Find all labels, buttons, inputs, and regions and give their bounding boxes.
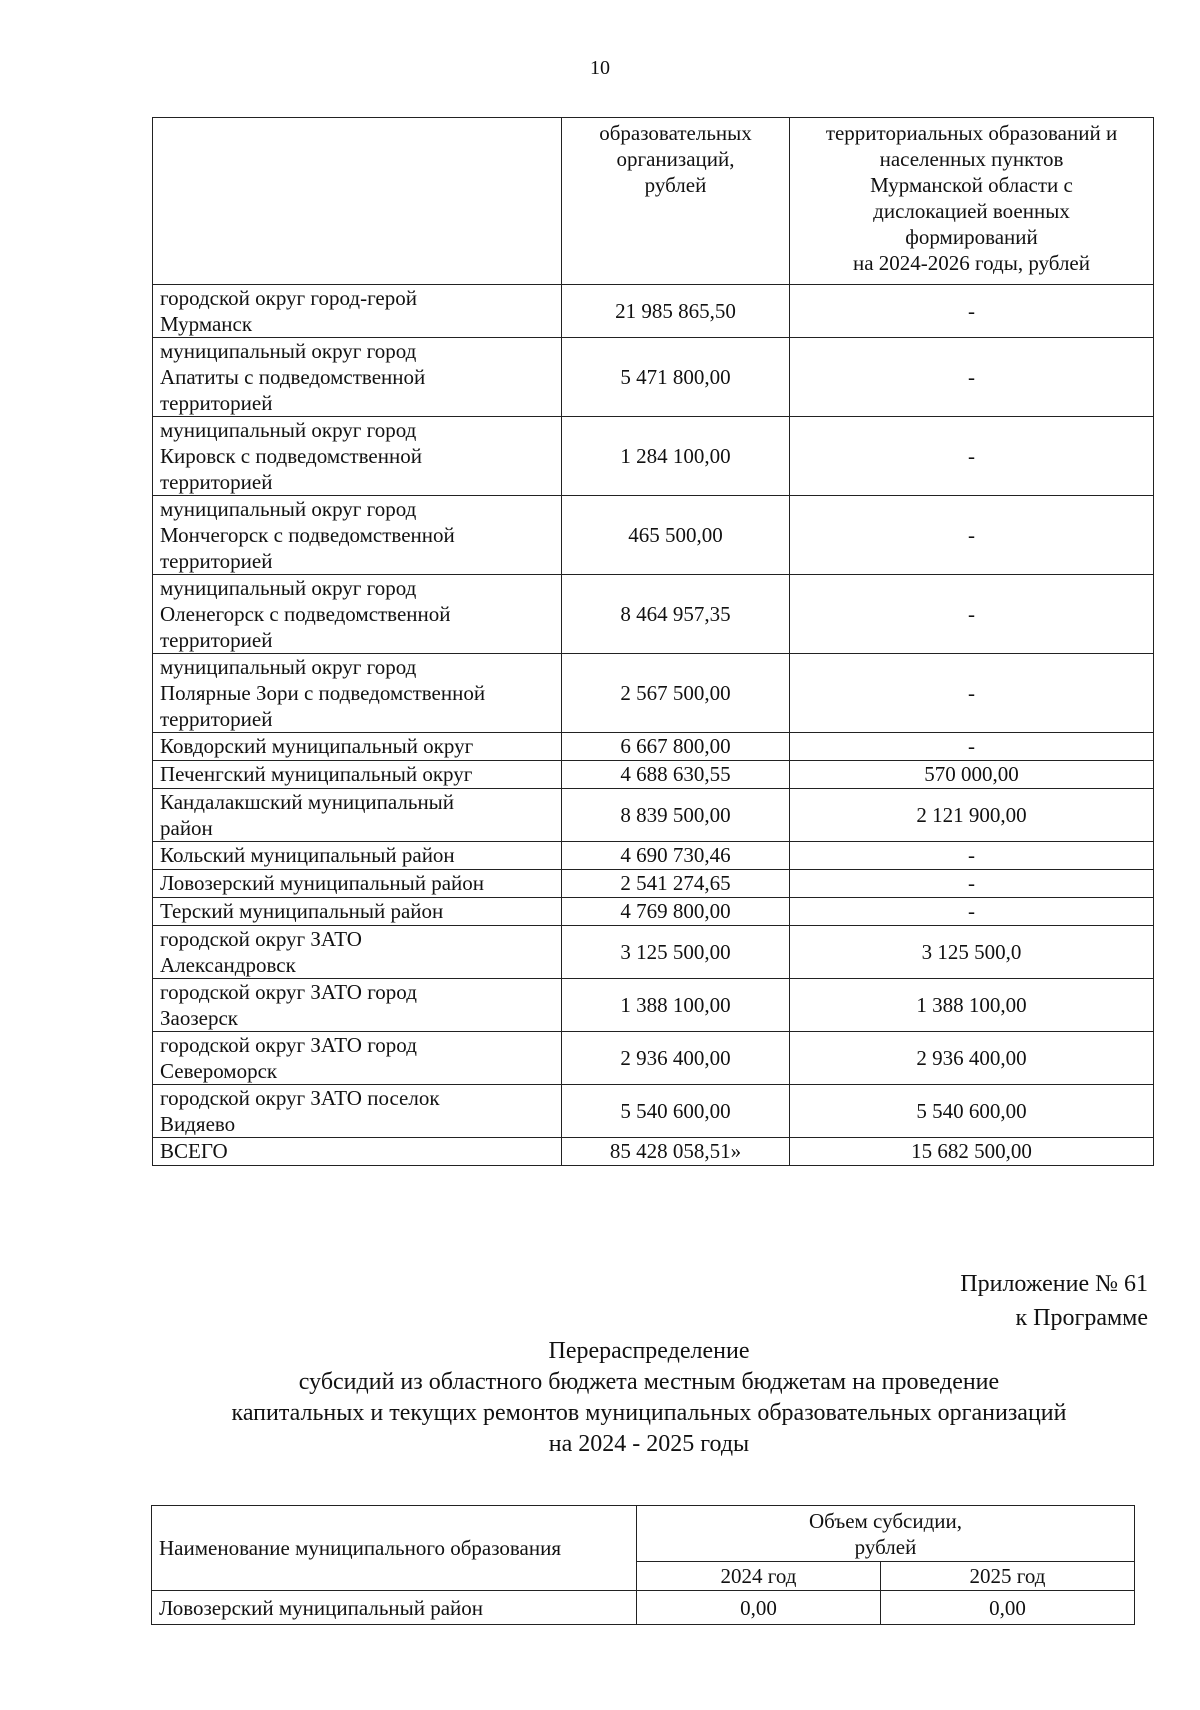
municipality-name: [153, 842, 562, 870]
table-row: [153, 496, 1154, 575]
header-municipality-name: Наименование муниципального образования: [152, 1506, 637, 1591]
table-row: [153, 1032, 1154, 1085]
municipality-name: [153, 285, 562, 338]
table-row: [153, 842, 1154, 870]
municipality-name-line: Североморск: [160, 1059, 278, 1083]
municipality-name-line: Заозерск: [160, 1006, 238, 1030]
header-territorial-units-line: на 2024-2026 годы, рублей: [853, 251, 1090, 275]
territorial-units-value: -: [790, 870, 1154, 898]
municipality-name-line: Кандалакшский муниципальный: [160, 790, 455, 814]
education-orgs-value: 8 839 500,00: [562, 789, 790, 842]
header-subsidy-volume-line1: Объем субсидии,: [809, 1508, 962, 1533]
municipality-name-line: Оленегорск с подведомственной: [160, 602, 451, 626]
municipality-name-line: Мурманск: [160, 312, 253, 336]
municipality-name-line: Терский муниципальный район: [160, 899, 444, 923]
header-empty-cell: [153, 118, 562, 285]
education-orgs-value: 4 690 730,46: [562, 842, 790, 870]
municipality-name-line: территорией: [160, 628, 273, 652]
header-education-orgs-line: рублей: [644, 173, 707, 197]
municipality-name-line: ВСЕГО: [160, 1139, 228, 1163]
municipality-name: [153, 1032, 562, 1085]
education-orgs-value: 1 388 100,00: [562, 979, 790, 1032]
education-orgs-value: 1 284 100,00: [562, 417, 790, 496]
appendix-label: [960, 1267, 1148, 1335]
municipality-name-line: городской округ город-герой: [160, 286, 417, 310]
territorial-units-value: -: [790, 338, 1154, 417]
municipality-name-line: Кольский муниципальный район: [160, 843, 455, 867]
subsidy-table: [152, 117, 1154, 1166]
table-row: [152, 1591, 1135, 1625]
territorial-units-value: -: [790, 733, 1154, 761]
education-orgs-value: 85 428 058,51»: [562, 1138, 790, 1166]
table-row: [153, 733, 1154, 761]
municipality-name-line: Ловозерский муниципальный район: [160, 871, 485, 895]
header-subsidy-volume-line2: рублей: [854, 1534, 917, 1559]
municipality-name-line: Видяево: [160, 1112, 236, 1136]
table-row: [153, 285, 1154, 338]
municipality-name-line: территорией: [160, 707, 273, 731]
header-territorial-units-line: населенных пунктов: [879, 147, 1064, 171]
redistribution-table: [151, 1505, 1135, 1625]
municipality-name-line: городской округ ЗАТО: [160, 927, 362, 951]
municipality-name: [153, 417, 562, 496]
municipality-name-line: территорией: [160, 549, 273, 573]
table-row: [153, 870, 1154, 898]
municipality-name: [153, 870, 562, 898]
municipality-name-line: муниципальный округ город: [160, 655, 417, 679]
education-orgs-value: 4 769 800,00: [562, 898, 790, 926]
education-orgs-value: 4 688 630,55: [562, 761, 790, 789]
municipality-name-line: муниципальный округ город: [160, 497, 417, 521]
education-orgs-value: 5 471 800,00: [562, 338, 790, 417]
header-territorial-units-line: формирований: [905, 225, 1038, 249]
municipality-name: [153, 761, 562, 789]
education-orgs-value: 2 936 400,00: [562, 1032, 790, 1085]
territorial-units-value: -: [790, 496, 1154, 575]
header-territorial-units-line: дислокацией военных: [873, 199, 1070, 223]
territorial-units-value: 2 936 400,00: [790, 1032, 1154, 1085]
municipality-name: [153, 654, 562, 733]
municipality-name-line: Полярные Зори с подведомственной: [160, 681, 486, 705]
territorial-units-value: -: [790, 842, 1154, 870]
title-line-3: капитальных и текущих ремонтов муниципальных образовательных организаций: [231, 1400, 1067, 1426]
table-row: [153, 417, 1154, 496]
municipality-name-line: Кировск с подведомственной: [160, 444, 422, 468]
municipality-name-line: городской округ ЗАТО поселок: [160, 1086, 440, 1110]
territorial-units-value: -: [790, 898, 1154, 926]
header-education-orgs-line: образовательных: [599, 121, 752, 145]
municipality-name: [153, 926, 562, 979]
education-orgs-value: 6 667 800,00: [562, 733, 790, 761]
table-header-row: [153, 118, 1154, 285]
territorial-units-value: 5 540 600,00: [790, 1085, 1154, 1138]
header-year-2024: 2024 год: [637, 1562, 881, 1591]
municipality-name-line: район: [160, 816, 213, 840]
education-orgs-value: 2 567 500,00: [562, 654, 790, 733]
municipality-name-line: городской округ ЗАТО город: [160, 980, 417, 1004]
territorial-units-value: -: [790, 654, 1154, 733]
territorial-units-value: 3 125 500,0: [790, 926, 1154, 979]
header-education-orgs-line: организаций,: [616, 147, 735, 171]
header-territorial-units-line: территориальных образований и: [825, 121, 1118, 145]
header-education-orgs: [562, 118, 790, 285]
territorial-units-value: 15 682 500,00: [790, 1138, 1154, 1166]
municipality-name: [153, 789, 562, 842]
territorial-units-value: -: [790, 417, 1154, 496]
municipality-name-line: муниципальный округ город: [160, 418, 417, 442]
table-row: [153, 1085, 1154, 1138]
territorial-units-value: 1 388 100,00: [790, 979, 1154, 1032]
municipality-name: [153, 733, 562, 761]
title-line-4: на 2024 - 2025 годы: [548, 1431, 750, 1457]
municipality-name: [153, 1085, 562, 1138]
municipality-name-line: Ковдорский муниципальный округ: [160, 734, 474, 758]
table-row: [153, 654, 1154, 733]
municipality-name: [153, 979, 562, 1032]
row-name: Ловозерский муниципальный район: [152, 1591, 637, 1625]
document-title: [150, 1336, 1148, 1460]
table-row: [153, 789, 1154, 842]
table-row: [153, 761, 1154, 789]
territorial-units-value: 2 121 900,00: [790, 789, 1154, 842]
municipality-name-line: Мончегорск с подведомственной: [160, 523, 455, 547]
education-orgs-value: 21 985 865,50: [562, 285, 790, 338]
municipality-name: [153, 575, 562, 654]
municipality-name-line: городской округ ЗАТО город: [160, 1033, 417, 1057]
municipality-name: [153, 338, 562, 417]
appendix-program: к Программе: [1015, 1305, 1148, 1331]
education-orgs-value: 2 541 274,65: [562, 870, 790, 898]
header-territorial-units-line: Мурманской области с: [870, 173, 1073, 197]
territorial-units-value: -: [790, 575, 1154, 654]
municipality-name-line: территорией: [160, 470, 273, 494]
title-line-2: субсидий из областного бюджета местным бюджетам на проведение: [298, 1369, 1000, 1395]
municipality-name: [153, 898, 562, 926]
municipality-name-line: Апатиты с подведомственной: [160, 365, 426, 389]
territorial-units-value: 570 000,00: [790, 761, 1154, 789]
header-year-2025: 2025 год: [881, 1562, 1135, 1591]
table2-header-row: [152, 1506, 1135, 1562]
municipality-name: [153, 1138, 562, 1166]
table-row: [153, 979, 1154, 1032]
municipality-name: [153, 496, 562, 575]
header-subsidy-volume: [637, 1506, 1135, 1562]
territorial-units-value: -: [790, 285, 1154, 338]
row-value-2024: 0,00: [637, 1591, 881, 1625]
header-territorial-units: [790, 118, 1154, 285]
row-value-2025: 0,00: [881, 1591, 1135, 1625]
table-row: [153, 898, 1154, 926]
education-orgs-value: 5 540 600,00: [562, 1085, 790, 1138]
municipality-name-line: муниципальный округ город: [160, 576, 417, 600]
appendix-number: Приложение № 61: [960, 1271, 1148, 1297]
table-row: [153, 926, 1154, 979]
municipality-name-line: Печенгский муниципальный округ: [160, 762, 473, 786]
table-row: [153, 1138, 1154, 1166]
education-orgs-value: 465 500,00: [562, 496, 790, 575]
page-number: 10: [590, 57, 610, 79]
title-line-1: Перераспределение: [548, 1338, 750, 1364]
education-orgs-value: 8 464 957,35: [562, 575, 790, 654]
municipality-name-line: территорией: [160, 391, 273, 415]
education-orgs-value: 3 125 500,00: [562, 926, 790, 979]
table-row: [153, 575, 1154, 654]
table-row: [153, 338, 1154, 417]
municipality-name-line: муниципальный округ город: [160, 339, 417, 363]
municipality-name-line: Александровск: [160, 953, 296, 977]
